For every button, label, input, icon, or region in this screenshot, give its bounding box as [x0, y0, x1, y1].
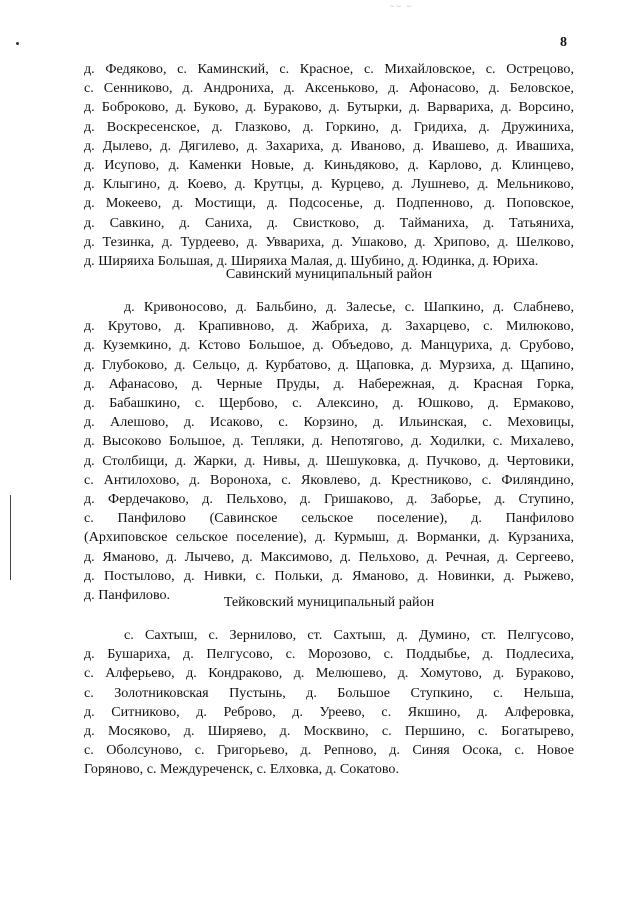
heading-teikovsky-district: Тейковский муниципальный район	[223, 594, 435, 610]
text-line: с. Сенниково, д. Андрониха, д. Аксеньково, д. Афонасово, д. Беловское,	[84, 80, 574, 97]
heading-savinsky-district: Савинский муниципальный район	[225, 266, 433, 282]
text-line: д. Столбищи, д. Жарки, д. Нивы, д. Шешуковка, д. Пучково, д. Чертовики,	[84, 452, 574, 469]
text-line: с. Сахтыш, с. Зернилово, ст. Сахтыш, д. Думино, ст. Пелгусово,	[124, 627, 574, 643]
text-line: с. Золотниковская Пустынь, д. Большое Ступкино, с. Нельша,	[84, 684, 574, 701]
page-number: 8	[560, 35, 567, 50]
text-line: д. Тезинка, д. Турдеево, д. Уввариха, д. Ушаково, д. Хрипово, д. Шелково,	[84, 233, 574, 250]
text-line: д. Афанасово, д. Черные Пруды, д. Набережная, д. Красная Горка,	[84, 375, 574, 392]
text-line: д. Мосяково, д. Ширяево, д. Москвино, с. Першино, с. Богатырево,	[84, 723, 574, 740]
text-line: д. Кривоносово, д. Бальбино, д. Залесье, с. Шапкино, д. Слабнево,	[124, 299, 574, 315]
text-line: д. Клыгино, д. Коево, д. Крутцы, д. Курцево, д. Лушнево, д. Мельниково,	[84, 176, 574, 193]
text-line: д. Исупово, д. Каменки Новые, д. Киньдяково, д. Карлово, д. Клинцево,	[84, 157, 574, 174]
scan-dot	[16, 42, 19, 45]
text-line: Горяново, с. Междуреченск, с. Елховка, д. Сокатово.	[84, 761, 400, 778]
text-line: д. Мокеево, д. Мостищи, д. Подсосенье, д. Подпенново, д. Поповское,	[84, 195, 574, 212]
text-line: д. Фердечаково, д. Пельхово, д. Гришаково, д. Заборье, д. Ступино,	[84, 491, 574, 508]
text-line: д. Савкино, д. Саниха, д. Свистково, д. Тайманиха, д. Татьяниха,	[84, 214, 574, 231]
text-line: д. Ситниково, д. Реброво, д. Уреево, с. Якшино, д. Алферовка,	[84, 703, 574, 720]
text-line: д. Ширяиха Большая, д. Ширяиха Малая, д. Шубино, д. Юдинка, д. Юриха.	[84, 253, 539, 270]
text-line: с. Панфилово (Савинское сельское поселение), д. Панфилово	[84, 510, 574, 527]
text-line: д. Высоково Большое, д. Тепляки, д. Непотягово, д. Ходилки, с. Михалево,	[84, 433, 574, 450]
text-line: д. Алешово, д. Исаково, с. Корзино, д. Ильинская, с. Меховицы,	[84, 414, 574, 431]
locality-list-continued	[84, 60, 574, 271]
text-line: с. Оболсуново, с. Григорьево, д. Репново, д. Синяя Осока, с. Новое	[84, 742, 574, 759]
text-line: д. Бушариха, д. Пелгусово, с. Морозово, с. Поддыбье, д. Подлесиха,	[84, 646, 574, 663]
text-line: с. Алферьево, д. Кондраково, д. Мелюшево, д. Хомутово, д. Бураково,	[84, 665, 574, 682]
text-line: д. Федяково, с. Каминский, с. Красное, с. Михайловское, с. Острецово,	[84, 61, 574, 77]
text-line: д. Куземкино, д. Кстово Большое, д. Объедово, д. Манцуриха, д. Срубово,	[84, 337, 574, 354]
margin-mark	[10, 495, 11, 580]
text-line: д. Постылово, д. Нивки, с. Польки, д. Яманово, д. Новинки, д. Рыжево,	[84, 567, 574, 584]
text-line: д. Боброково, д. Буково, д. Бураково, д. Бутырки, д. Варвариха, д. Ворсино,	[84, 99, 574, 116]
text-line: д. Воскресенское, д. Глазково, д. Горкино, д. Гридиха, д. Дружиниха,	[84, 118, 574, 135]
text-line: д. Яманово, д. Лычево, д. Максимово, д. Пельхово, д. Речная, д. Сергеево,	[84, 548, 574, 565]
text-line: (Архиповское сельское поселение), д. Курмыш, д. Ворманки, д. Курзаниха,	[84, 529, 574, 546]
text-line: д. Крутово, д. Крапивново, д. Жабриха, д. Захарцево, с. Милюково,	[84, 318, 574, 335]
locality-list-teikovsky	[84, 626, 574, 780]
text-line: д. Дылево, д. Дягилево, д. Захариха, д. Иваново, д. Ивашево, д. Ивашиха,	[84, 137, 574, 154]
text-line: с. Антилохово, д. Вороноха, с. Яковлево, д. Крестниково, с. Филяндино,	[84, 471, 574, 488]
text-line: д. Панфилово.	[84, 587, 171, 604]
locality-list-savinsky	[84, 298, 574, 605]
text-line: д. Глубоково, д. Сельцо, д. Курбатово, д. Щаповка, д. Мурзиха, д. Щапино,	[84, 356, 574, 373]
scan-artifact: ~~ ~	[390, 2, 413, 11]
text-line: д. Бабашкино, с. Щербово, с. Алексино, д. Юшково, д. Ермаково,	[84, 395, 574, 412]
